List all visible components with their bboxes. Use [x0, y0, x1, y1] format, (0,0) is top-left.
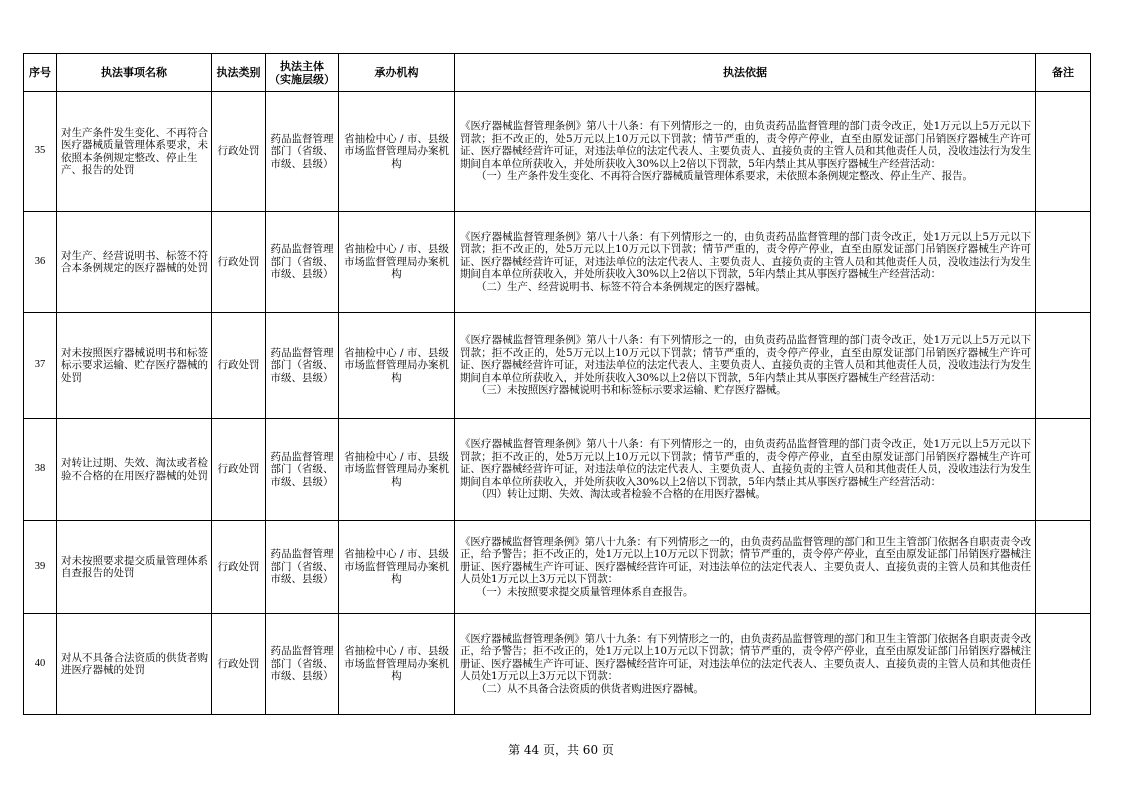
basis-main-text: 《医疗器械监督管理条例》第八十八条：有下列情形之一的，由负责药品监督管理的部门责令改正，处1万元以上5万元以下罚款；拒不改正的，处5万元以上10万元以下罚款；情节严重的，责令停产停业，直至由原发证部门吊销医疗器械生产许可证、医疗器械经营许可证，对违法单位的法定代表人、主要负责人、直接负责的主管人员和其他责任人员，没收违法行为发生期间自本单位所获收入，并处所获收入30%以上2倍以下罚款，5年内禁止其从事医疗器械生产经营活动：: [460, 334, 1031, 384]
header-category: 执法类别: [212, 54, 266, 92]
row-note: [1036, 92, 1091, 212]
row-note: [1036, 313, 1091, 419]
row-legal-basis: [455, 521, 1036, 614]
basis-main-text: 《医疗器械监督管理条例》第八十八条：有下列情形之一的，由负责药品监督管理的部门责令改正，处1万元以上5万元以下罚款；拒不改正的，处5万元以上10万元以下罚款；情节严重的，责令停产停业，直至由原发证部门吊销医疗器械生产许可证、医疗器械经营许可证，对违法单位的法定代表人、主要负责人、直接负责的主管人员和其他责任人员，没收违法行为发生期间自本单位所获收入，并处所获收入30%以上2倍以下罚款，5年内禁止其从事医疗器械生产经营活动：: [460, 438, 1031, 488]
row-category: 行政处罚: [212, 212, 266, 313]
page-number: 第 44 页，共 60 页: [508, 743, 614, 757]
row-category: 行政处罚: [212, 521, 266, 614]
basis-item-text: （三）未按照医疗器械说明书和标签标示要求运输、贮存医疗器械。: [476, 384, 787, 397]
row-subject: 药品监督管理部门（省级、市级、县级）: [266, 521, 339, 614]
basis-item-text: （二）从不具备合法资质的供货者购进医疗器械。: [476, 682, 704, 695]
row-org: 省抽检中心 / 市、县级市场监督管理局办案机构: [339, 212, 455, 313]
header-basis: 执法依据: [455, 54, 1036, 92]
table-row: [24, 313, 1091, 419]
row-subject: 药品监督管理部门（省级、市级、县级）: [266, 419, 339, 521]
row-legal-basis: [455, 92, 1036, 212]
header-name: 执法事项名称: [57, 54, 212, 92]
row-legal-basis: [455, 614, 1036, 715]
basis-item-text: （一）生产条件发生变化、不再符合医疗器械质量管理体系要求，未依照本条例规定整改、停止生产、报告。: [476, 170, 973, 183]
row-legal-basis: [455, 419, 1036, 521]
row-note: [1036, 212, 1091, 313]
basis-main-text: 《医疗器械监督管理条例》第八十九条：有下列情形之一的，由负责药品监督管理的部门和卫生主管部门依据各自职责责令改正，给予警告；拒不改正的，处1万元以上10万元以下罚款；情节严重的，责令停产停业，直至由原发证部门吊销医疗器械注册证、医疗器械生产许可证、医疗器械经营许可证，对违法单位的法定代表人、主要负责人、直接负责的主管人员和其他责任人员处1万元以上3万元以下罚款：: [460, 535, 1031, 586]
row-subject: 药品监督管理部门（省级、市级、县级）: [266, 313, 339, 419]
row-org: 省抽检中心 / 市、县级市场监督管理局办案机构: [339, 313, 455, 419]
basis-main-text: 《医疗器械监督管理条例》第八十八条：有下列情形之一的，由负责药品监督管理的部门责令改正，处1万元以上5万元以下罚款；拒不改正的，处5万元以上10万元以下罚款；情节严重的，责令停产停业，直至由原发证部门吊销医疗器械生产许可证、医疗器械经营许可证，对违法单位的法定代表人、主要负责人、直接负责的主管人员和其他责任人员，没收违法行为发生期间自本单位所获收入，并处所获收入30%以上2倍以下罚款，5年内禁止其从事医疗器械生产经营活动：: [460, 230, 1031, 281]
header-no: 序号: [24, 54, 57, 92]
row-category: 行政处罚: [212, 92, 266, 212]
header-subject-line1: 执法主体: [280, 59, 324, 73]
table-row: [24, 521, 1091, 614]
basis-item-text: （一）未按照要求提交质量管理体系自查报告。: [476, 585, 694, 598]
row-subject: 药品监督管理部门（省级、市级、县级）: [266, 212, 339, 313]
row-no: 37: [24, 313, 57, 419]
row-category: 行政处罚: [212, 313, 266, 419]
row-no: 38: [24, 419, 57, 521]
row-org: 省抽检中心 / 市、县级市场监督管理局办案机构: [339, 614, 455, 715]
basis-item-text: （四）转让过期、失效、淘汰或者检验不合格的在用医疗器械。: [476, 488, 766, 501]
row-legal-basis: [455, 313, 1036, 419]
row-no: 40: [24, 614, 57, 715]
table-row: [24, 614, 1091, 715]
row-item-name: 对生产条件发生变化、不再符合医疗器械质量管理体系要求，未依照本条例规定整改、停止生产、报告的处罚: [57, 92, 212, 212]
enforcement-items-table: [23, 53, 1091, 715]
header-subject: [266, 54, 339, 92]
header-note: 备注: [1036, 54, 1091, 92]
table-header-row: [24, 54, 1091, 92]
row-item-name: 对未按照医疗器械说明书和标签标示要求运输、贮存医疗器械的处罚: [57, 313, 212, 419]
table-row: [24, 212, 1091, 313]
row-legal-basis: [455, 212, 1036, 313]
header-subject-line2: （实施层级）: [269, 72, 335, 86]
row-org: 省抽检中心 / 市、县级市场监督管理局办案机构: [339, 419, 455, 521]
row-subject: 药品监督管理部门（省级、市级、县级）: [266, 614, 339, 715]
row-no: 36: [24, 212, 57, 313]
row-org: 省抽检中心 / 市、县级市场监督管理局办案机构: [339, 92, 455, 212]
table-row: [24, 92, 1091, 212]
row-org: 省抽检中心 / 市、县级市场监督管理局办案机构: [339, 521, 455, 614]
row-item-name: 对转让过期、失效、淘汰或者检验不合格的在用医疗器械的处罚: [57, 419, 212, 521]
row-no: 39: [24, 521, 57, 614]
header-org: 承办机构: [339, 54, 455, 92]
row-note: [1036, 419, 1091, 521]
basis-main-text: 《医疗器械监督管理条例》第八十九条：有下列情形之一的，由负责药品监督管理的部门和卫生主管部门依据各自职责责令改正，给予警告；拒不改正的，处1万元以上10万元以下罚款；情节严重的，责令停产停业，直至由原发证部门吊销医疗器械注册证、医疗器械生产许可证、医疗器械经营许可证，对违法单位的法定代表人、主要负责人、直接负责的主管人员和其他责任人员处1万元以上3万元以下罚款：: [460, 632, 1031, 683]
row-item-name: 对从不具备合法资质的供货者购进医疗器械的处罚: [57, 614, 212, 715]
row-category: 行政处罚: [212, 419, 266, 521]
row-subject: 药品监督管理部门（省级、市级、县级）: [266, 92, 339, 212]
row-item-name: 对未按照要求提交质量管理体系自查报告的处罚: [57, 521, 212, 614]
row-note: [1036, 521, 1091, 614]
basis-main-text: 《医疗器械监督管理条例》第八十八条：有下列情形之一的，由负责药品监督管理的部门责令改正，处1万元以上5万元以下罚款；拒不改正的，处5万元以上10万元以下罚款；情节严重的，责令停产停业，直至由原发证部门吊销医疗器械生产许可证、医疗器械经营许可证，对违法单位的法定代表人、主要负责人、直接负责的主管人员和其他责任人员，没收违法行为发生期间自本单位所获收入，并处所获收入30%以上2倍以下罚款，5年内禁止其从事医疗器械生产经营活动：: [460, 120, 1031, 170]
row-no: 35: [24, 92, 57, 212]
row-note: [1036, 614, 1091, 715]
table-row: [24, 419, 1091, 521]
row-category: 行政处罚: [212, 614, 266, 715]
row-item-name: 对生产、经营说明书、标签不符合本条例规定的医疗器械的处罚: [57, 212, 212, 313]
basis-item-text: （二）生产、经营说明书、标签不符合本条例规定的医疗器械。: [476, 280, 766, 293]
